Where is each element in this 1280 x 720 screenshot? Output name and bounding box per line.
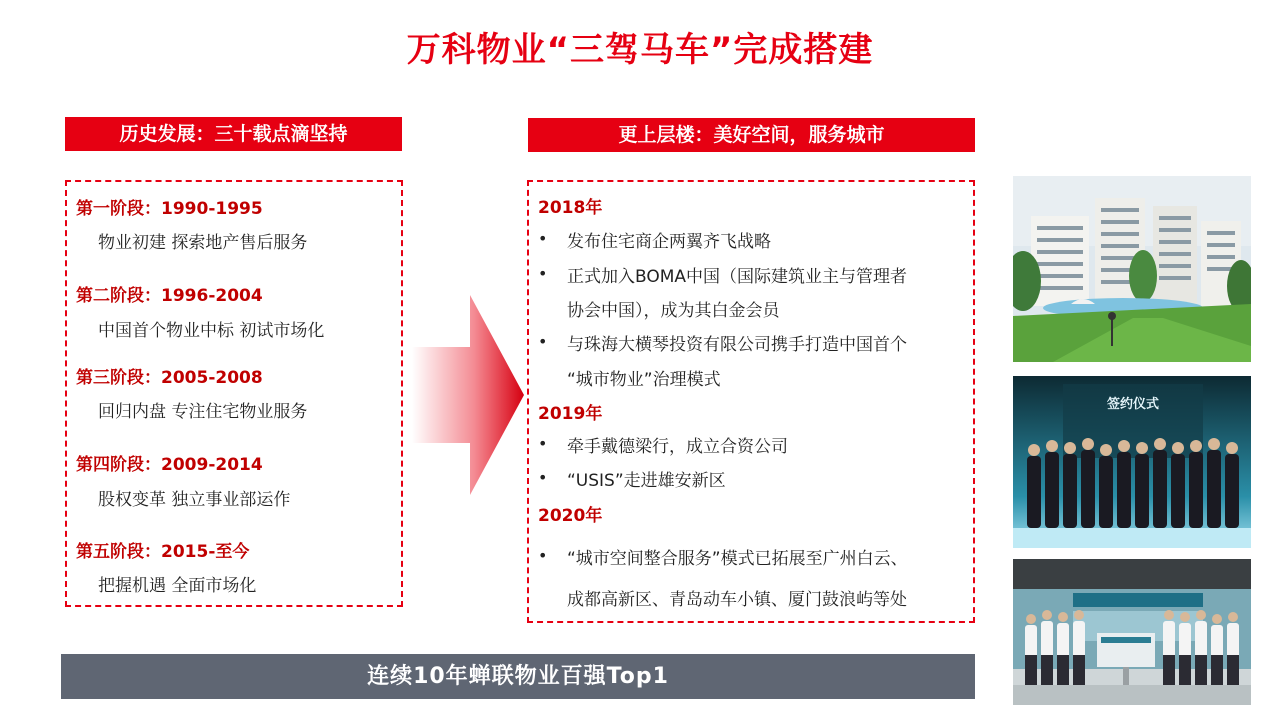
page-title: 万科物业“三驾马车”完成搭建: [406, 30, 874, 70]
year-2019: 2019年: [538, 404, 603, 424]
bullet-icon: •: [538, 434, 548, 453]
item-2020-1-line2: 成都高新区、青岛动车小镇、厦门鼓浪屿等处: [567, 590, 907, 610]
stage-3-title: 第三阶段：2005-2008: [76, 368, 263, 388]
stage-2-desc: 中国首个物业中标 初试市场化: [98, 321, 325, 341]
bullet-icon: •: [538, 332, 548, 351]
year-2020: 2020年: [538, 506, 603, 526]
item-2018-2-line1: 正式加入BOMA中国（国际建筑业主与管理者: [567, 267, 908, 287]
item-2020-1-line1: “城市空间整合服务”模式已拓展至广州白云、: [567, 549, 908, 569]
stage-5-title: 第五阶段：2015-至今: [76, 542, 250, 562]
bullet-icon: •: [538, 264, 548, 283]
item-2018-3-line1: 与珠海大横琴投资有限公司携手打造中国首个: [567, 335, 907, 355]
opening-ceremony-photo: [1013, 559, 1251, 705]
bullet-icon: •: [538, 229, 548, 248]
bullet-icon: •: [538, 468, 548, 487]
signing-ceremony-photo: [1013, 376, 1251, 548]
history-heading: 历史发展：三十载点滴坚持: [65, 117, 402, 151]
residential-complex-photo: [1013, 176, 1251, 362]
stage-5-desc: 把握机遇 全面市场化: [98, 576, 257, 596]
ranking-banner: 连续10年蝉联物业百强Top1: [61, 654, 975, 699]
item-2018-3-line2: “城市物业”治理模式: [567, 370, 721, 390]
stage-2-title: 第二阶段：1996-2004: [76, 286, 263, 306]
stage-4-desc: 股权变革 独立事业部运作: [98, 490, 291, 510]
item-2018-1: 发布住宅商企两翼齐飞战略: [567, 232, 771, 252]
stage-1-title: 第一阶段：1990-1995: [76, 199, 263, 219]
item-2018-2-line2: 协会中国），成为其白金会员: [567, 301, 780, 321]
ceremony-sign-text: 签约仪式: [1106, 397, 1160, 412]
year-2018: 2018年: [538, 198, 603, 218]
stage-4-title: 第四阶段：2009-2014: [76, 455, 263, 475]
stage-1-desc: 物业初建 探索地产售后服务: [98, 233, 308, 253]
development-heading: 更上层楼：美好空间，服务城市: [528, 118, 975, 152]
bullet-icon: •: [538, 546, 548, 565]
item-2019-1: 牵手戴德梁行，成立合资公司: [567, 437, 788, 457]
stage-3-desc: 回归内盘 专注住宅物业服务: [98, 402, 308, 422]
right-arrow-icon: [412, 295, 528, 495]
item-2019-2: “USIS”走进雄安新区: [567, 471, 726, 491]
